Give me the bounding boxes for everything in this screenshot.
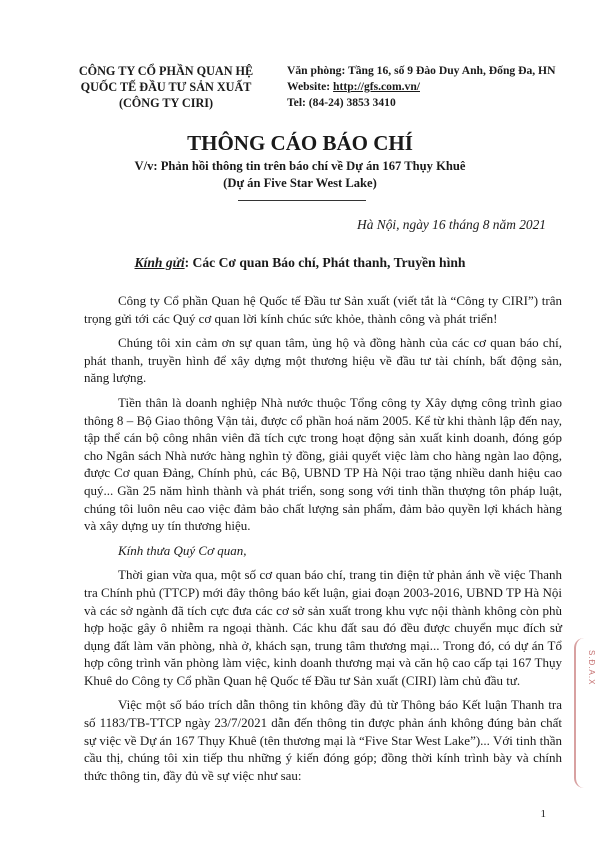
subtitle-line2: (Dự án Five Star West Lake) <box>223 176 377 190</box>
paragraph-salutation: Kính thưa Quý Cơ quan, <box>118 542 247 558</box>
body-text <box>84 292 562 791</box>
title-divider <box>238 200 366 201</box>
recipient-text: : Các Cơ quan Báo chí, Phát thanh, Truyền hình <box>184 255 466 270</box>
paragraph-history: Tiền thân là doanh nghiệp Nhà nước thuộc Tổng công ty Xây dựng công trình giao thông 8 – Bộ Giao thông Vận tải, được cổ phần hoá năm 2005. Kể từ khi thành lập đến nay, tập thể cán bộ công nhân viên đã tích cực trong hoạt động sản xuất kinh doanh, đóng góp cho Ngân sách Nhà nước hàng nghìn tỷ đồng, giải quyết việc làm cho hàng ngàn lao động, được Cơ quan Đảng, Chính phủ, các Bộ, UBND TP Hà Nội trao tặng nhiều danh hiệu cao quý... Gần 25 năm hình thành và phát triển, song song với tinh thần thượng tôn pháp luật, chúng tôi luôn nêu cao việc đảm bảo chất lượng sản phẩm, đảm bảo quyền lợi khách hàng và xây dựng uy tín thương hiệu. <box>84 394 562 534</box>
subtitle-line1: V/v: Phản hồi thông tin trên báo chí về Dự án 167 Thụy Khuê <box>134 159 466 173</box>
seal-stamp-text: S.Đ.A.X <box>587 650 596 686</box>
company-name-line1: CÔNG TY CỔ PHẦN QUAN HỆ <box>78 64 254 78</box>
website-label: Website: <box>287 80 334 93</box>
company-contact-block <box>287 63 587 111</box>
website-line <box>287 79 587 95</box>
paragraph-thanks: Chúng tôi xin cảm ơn sự quan tâm, ủng hộ và đồng hành của các cơ quan báo chí, phát thanh, truyền hình để xây dựng một thương hiệu về đầu tư tài chính, bất động sản, năng lượng. <box>84 335 562 386</box>
document-title: THÔNG CÁO BÁO CHÍ <box>187 131 413 155</box>
document-date: Hà Nội, ngày 16 tháng 8 năm 2021 <box>357 217 546 232</box>
telephone: Tel: (84-24) 3853 3410 <box>287 96 396 109</box>
page-number: 1 <box>540 808 546 820</box>
recipient-label: Kính gửi <box>134 255 185 270</box>
paragraph-greeting: Công ty Cổ phần Quan hệ Quốc tế Đầu tư Sản xuất (viết tắt là “Công ty CIRI”) trân trọng gửi tới các Quý cơ quan lời kính chúc sức khỏe, thành công và phát triển! <box>84 293 562 326</box>
company-name-line2: QUỐC TẾ ĐẦU TƯ SẢN XUẤT <box>80 80 252 94</box>
office-address: Văn phòng: Tầng 16, số 9 Đào Duy Anh, Đống Đa, HN <box>287 64 556 77</box>
document-subtitle <box>0 158 600 192</box>
company-name-block <box>60 63 272 111</box>
paragraph-inspection: Thời gian vừa qua, một số cơ quan báo chí, trang tin điện tử phản ánh về việc Thanh tra Chính phủ (TTCP) mới đây thông báo kết luận, giai đoạn 2003-2016, UBND TP Hà Nội và các sở ngành đã tích cực đưa các cơ sở sản xuất trong khu vực nội thành không còn phù hợp hoặc gây ô nhiễm ra ngoại thành. Các khu đất sau đó đều được chuyển mục đích sử dụng đất làm văn phòng, nhà ở, khách sạn, trung tâm thương mại... Trong đó, có dự án Tổ hợp công trình văn phòng làm việc, kinh doanh thương mại và căn hộ cao cấp tại 167 Thụy Khuê do Công ty Cổ phần Quan hệ Quốc tế Đầu tư Sản xuất (CIRI) làm chủ đầu tư. <box>84 567 562 688</box>
company-name-line3: (CÔNG TY CIRI) <box>118 96 214 110</box>
paragraph-response: Việc một số báo trích dẫn thông tin không đầy đủ từ Thông báo Kết luận Thanh tra số 1183/TB-TTCP ngày 23/7/2021 dẫn đến thông tin được phản ánh không đúng bản chất sự việc về Dự án 167 Thụy Khuê (tên thương mại là “Five Star West Lake”)... Với tinh thần cầu thị, chúng tôi xin tiếp thu những ý kiến đóng góp; đồng thời kính trình bày và chính thức thông tin, đầy đủ về sự việc như sau: <box>84 697 562 783</box>
recipient-line <box>0 254 600 272</box>
website-link[interactable]: http://gfs.com.vn/ <box>333 80 420 93</box>
